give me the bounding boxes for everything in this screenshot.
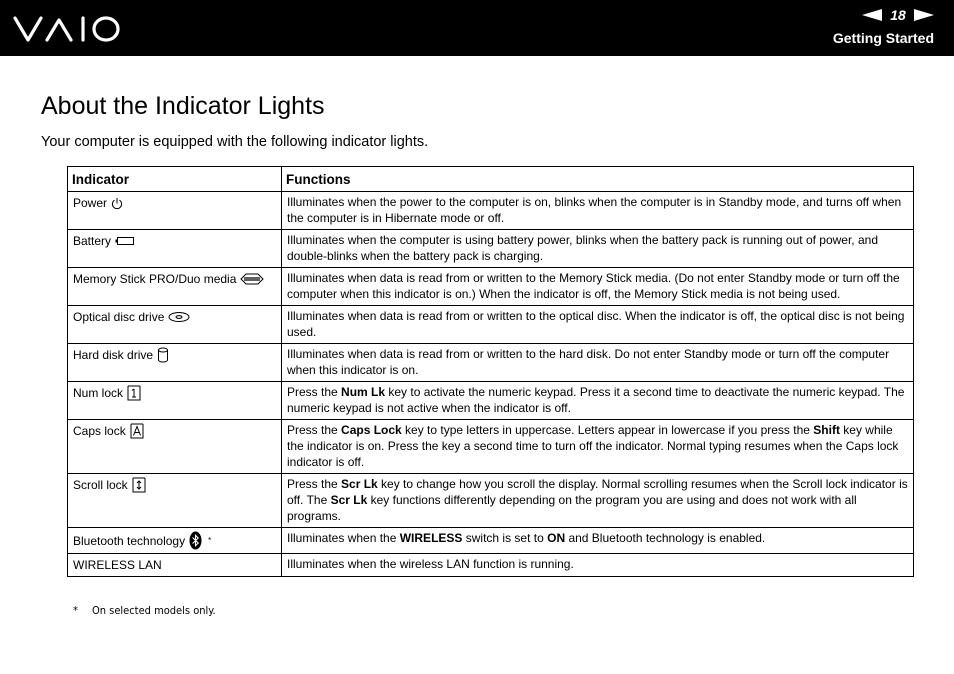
- indicator-cell: [68, 230, 282, 268]
- indicator-table: [67, 166, 914, 577]
- indicator-label: Optical disc drive: [73, 310, 165, 324]
- page-navigation: [862, 7, 934, 23]
- indicator-column-header: Indicator: [68, 167, 282, 192]
- caps-lock-icon: [130, 423, 144, 439]
- indicator-cell: [68, 344, 282, 382]
- previous-page-arrow-icon[interactable]: [862, 9, 882, 21]
- hard-disk-icon: [157, 347, 169, 363]
- table-row: [68, 344, 914, 382]
- indicator-label: Battery: [73, 234, 112, 248]
- indicator-cell: [68, 420, 282, 474]
- function-text: key to type letters in uppercase. Letters appear in lowercase if you press the: [401, 423, 814, 437]
- key-name: Scr Lk: [330, 493, 368, 507]
- function-cell: [282, 306, 914, 344]
- indicator-label: WIRELESS LAN: [73, 558, 162, 572]
- function-cell: [282, 230, 914, 268]
- function-text: Illuminates when the wireless LAN function is running.: [287, 557, 574, 571]
- function-text: Press the: [287, 385, 342, 399]
- function-text: Illuminates when the power to the computer is on, blinks when the computer is in Standby mode, and turns off when the computer is in Hibernate mode or off.: [287, 195, 902, 225]
- function-text: switch is set to: [462, 531, 548, 545]
- functions-column-header: Functions: [282, 167, 914, 192]
- function-cell: [282, 420, 914, 474]
- page-number: 18: [890, 7, 906, 23]
- function-cell: [282, 268, 914, 306]
- indicator-name: [73, 385, 141, 401]
- function-cell: [282, 192, 914, 230]
- function-text: Illuminates when the computer is using battery power, blinks when the battery pack is running out of power, and double-blinks when the battery pack is charging.: [287, 233, 878, 263]
- function-text: Illuminates when the: [287, 531, 400, 545]
- intro-text: Your computer is equipped with the following indicator lights.: [41, 134, 429, 150]
- vaio-logo: [13, 14, 123, 44]
- function-cell: [282, 382, 914, 420]
- table-row: [68, 268, 914, 306]
- key-name: Shift: [813, 423, 840, 437]
- indicator-label: Bluetooth technology: [73, 533, 186, 548]
- table-row: [68, 554, 914, 577]
- key-name: Num Lk: [341, 385, 386, 399]
- scroll-lock-icon: [132, 477, 146, 493]
- function-text: Illuminates when data is read from or written to the hard disk. Do not enter Standby mode or turn off the computer when this indicator is on.: [287, 347, 890, 377]
- indicator-cell: [68, 554, 282, 577]
- memory-stick-icon: [240, 273, 264, 285]
- bluetooth-icon: [189, 531, 202, 550]
- function-text: key functions differently depending on the program you are using and does not work with all programs.: [287, 493, 857, 523]
- key-name: WIRELESS: [399, 531, 463, 545]
- indicator-label: Power: [73, 196, 108, 210]
- function-text: key to change how you scroll the display. Normal scrolling resumes when the Scroll lock indicator is off. The: [287, 477, 908, 507]
- footnote-text: On selected models only.: [91, 604, 216, 617]
- function-text: key to activate the numeric keypad. Press it a second time to deactivate the numeric keypad. The numeric keypad is not active when the indicator is off.: [287, 385, 905, 415]
- indicator-cell: [68, 528, 282, 554]
- footnote-reference: *: [208, 535, 212, 545]
- function-cell: [282, 528, 914, 554]
- indicator-cell: [68, 382, 282, 420]
- page-title: About the Indicator Lights: [41, 92, 325, 120]
- indicator-cell: [68, 268, 282, 306]
- function-cell: [282, 474, 914, 528]
- table-row: [68, 474, 914, 528]
- function-text: Illuminates when data is read from or written to the Memory Stick media. (Do not enter Standby mode or turn off the computer when this indicator is on.) When the indicator is off, the Memory Stick media is not being used.: [287, 271, 900, 301]
- indicator-name: [73, 271, 264, 287]
- num-lock-icon: [127, 385, 141, 401]
- indicator-label: Caps lock: [73, 424, 126, 438]
- table-row: [68, 528, 914, 554]
- footnote: [73, 604, 216, 617]
- table-row: [68, 420, 914, 474]
- indicator-label: Hard disk drive: [73, 348, 154, 362]
- function-cell: [282, 554, 914, 577]
- section-label: Getting Started: [832, 30, 934, 46]
- indicator-name: [73, 309, 190, 325]
- indicator-label: Num lock: [73, 386, 124, 400]
- indicator-label: Memory Stick PRO/Duo media: [73, 272, 237, 286]
- indicator-name: [73, 477, 146, 493]
- table-header-row: [68, 167, 914, 192]
- page-header: [0, 0, 954, 56]
- battery-icon: [115, 236, 135, 246]
- function-text: Illuminates when data is read from or written to the optical disc. When the indicator is off, the optical disc is not being used.: [287, 309, 905, 339]
- key-name: Caps Lock: [341, 423, 402, 437]
- table-row: [68, 306, 914, 344]
- indicator-cell: [68, 192, 282, 230]
- indicator-name: [73, 423, 144, 439]
- function-text: Press the: [287, 423, 342, 437]
- table-row: [68, 382, 914, 420]
- indicator-name: [73, 531, 211, 550]
- key-name: Scr Lk: [341, 477, 378, 491]
- indicator-name: [73, 233, 135, 249]
- table-row: [68, 230, 914, 268]
- power-icon: [111, 197, 123, 210]
- indicator-label: Scroll lock: [73, 478, 128, 492]
- indicator-name: [73, 557, 162, 573]
- function-text: Press the: [287, 477, 342, 491]
- function-text: and Bluetooth technology is enabled.: [565, 531, 766, 545]
- function-cell: [282, 344, 914, 382]
- indicator-cell: [68, 474, 282, 528]
- next-page-arrow-icon[interactable]: [914, 9, 934, 21]
- key-name: ON: [547, 531, 566, 545]
- indicator-name: [73, 347, 169, 363]
- optical-disc-icon: [168, 311, 190, 323]
- footnote-mark: *: [73, 604, 78, 617]
- indicator-cell: [68, 306, 282, 344]
- table-row: [68, 192, 914, 230]
- indicator-name: [73, 195, 123, 211]
- function-text: key while the indicator is on. Press the key a second time to turn off the indicator. Normal typing resumes when the Caps lock indicator is off.: [287, 423, 899, 469]
